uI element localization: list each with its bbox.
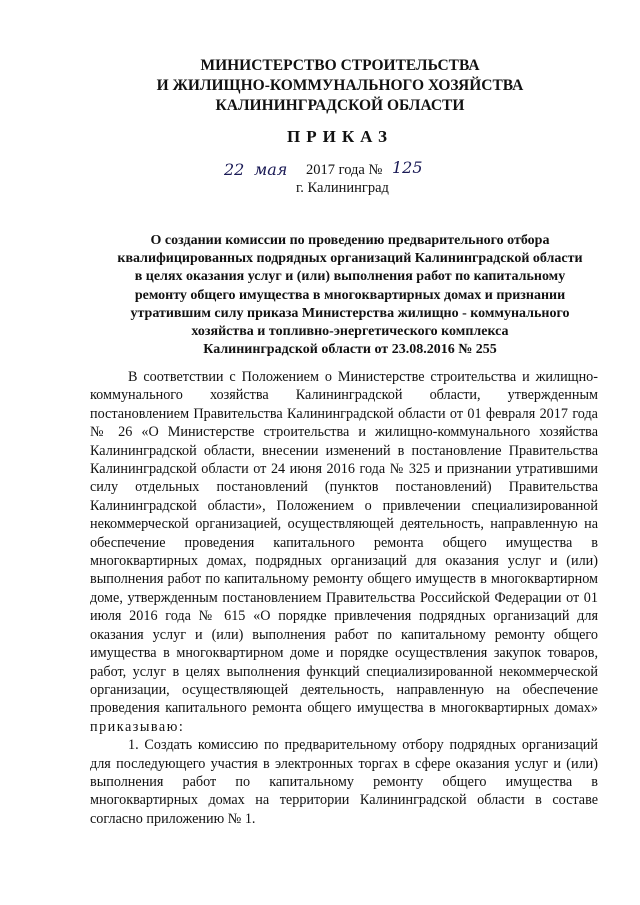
preamble-text: В соответствии с Положением о Министерстве строительства и жилищно-коммунального хозяйства Калининградской области, утвержденным постановлением Правительства Калининградской области от 01 февраля 2017 года № 26 «О Министерстве строительства и жилищно-коммунального хозяйства Калининградской области, внесении изменений в постановление Правительства Калининградской области от 24 июня 2016 года № 325 и признании утратившими силу отдельных постановлений (пунктов постановлений) Правительства Калининградской области», Положением о привлечении специализированной некоммерческой организацией, осуществляющей деятельность, направленную на обеспечение проведения капитального ремонта общего имущества в многоквартирных домах, подрядных организаций для оказания услуг и (или) выполнения работ по капитальному ремонту общего имуществ в многоквартирном доме, утвержденным постановлением Правительства Российской Федерации от 01 июля 2016 года № 615 «О порядке привлечения подрядных организаций для оказания услуг и (или) выполнения работ по капитальному ремонту общего имущества в многоквартирном доме и порядке осуществления закупок товаров, работ, услуг в целях выполнения функций специализированной некоммерческой организации, осуществляющей деятельность, направленную на обеспечение проведения капитального ремонта общего имущества в многоквартирных домах» (90, 369, 598, 717)
ministry-header (120, 56, 560, 116)
city: г. Калининград (296, 180, 389, 196)
preamble-paragraph (90, 368, 598, 736)
title-line-1: О создании комиссии по проведению предварительного отбора (150, 233, 550, 248)
title-line-6: хозяйства и топливно-энергетического комплекса (191, 324, 509, 340)
title-line-5: утратившим силу приказа Министерства жилищно - коммунального (130, 305, 570, 321)
order-word: приказываю (90, 718, 179, 735)
ministry-line-3: КАЛИНИНГРАДСКОЙ ОБЛАСТИ (215, 97, 465, 114)
order-title (96, 232, 604, 359)
year-text: 2017 года № (306, 162, 383, 178)
ministry-line-2: И ЖИЛИЩНО-КОММУНАЛЬНОГО ХОЗЯЙСТВА (156, 77, 524, 94)
order-body (90, 368, 598, 828)
clause-1-paragraph: 1. Создать комиссию по предварительному отбору подрядных организаций для последующего участия в электронных торгах в сфере оказания услуг и (или) выполнения работ по капитальному ремонту общего имущества в многоквартирных домах на территории Калининградской области в составе согласно приложению № 1. (90, 737, 598, 827)
document-type: ПРИКАЗ (287, 127, 393, 146)
handwritten-month: мая (254, 160, 288, 179)
preamble-colon: : (178, 718, 183, 735)
handwritten-number: 125 (392, 158, 423, 177)
title-line-4: ремонту общего имущества в многоквартирных домах и признании (134, 287, 566, 303)
handwritten-day: 22 (224, 160, 245, 179)
title-line-2: квалифицированных подрядных организаций Калининградской области (117, 251, 583, 267)
title-line-7: Калининградской области от 23.08.2016 № 255 (203, 342, 497, 358)
ministry-line-1: МИНИСТЕРСТВО СТРОИТЕЛЬСТВА (200, 57, 480, 74)
title-line-3: в целях оказания услуг и (или) выполнения работ по капитальному (134, 269, 566, 285)
